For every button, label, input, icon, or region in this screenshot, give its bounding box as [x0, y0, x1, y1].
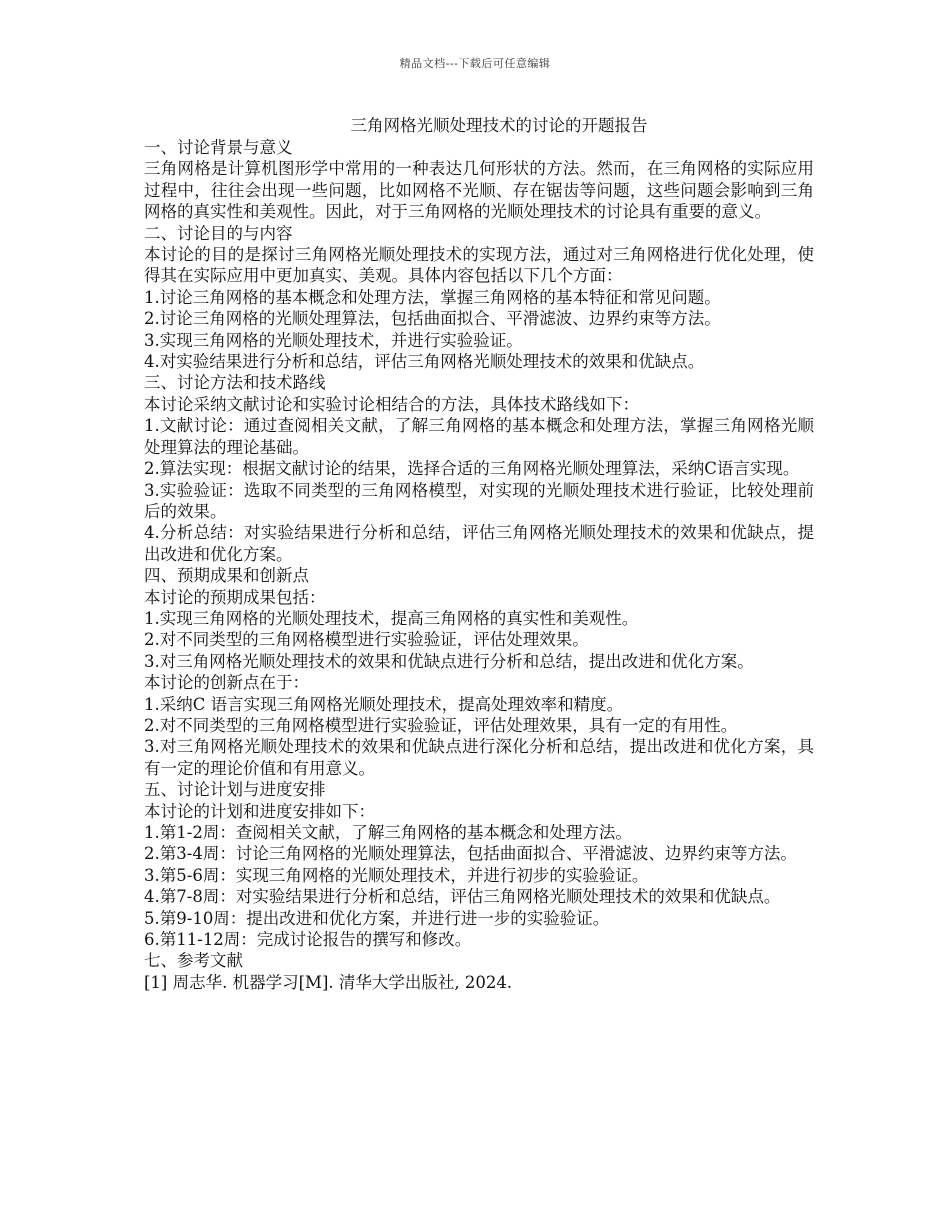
- paragraph: 本讨论的计划和进度安排如下：: [144, 801, 375, 821]
- list-item: 4.分析总结：对实验结果进行分析和总结，评估三角网格光顺处理技术的效果和优缺点，提出改进和优化方案。: [144, 523, 814, 564]
- list-item: 6.第11-12周：完成讨论报告的撰写和修改。: [144, 930, 472, 950]
- section-heading: 四、预期成果和创新点: [144, 566, 309, 586]
- list-item: 1.讨论三角网格的基本概念和处理方法，掌握三角网格的基本特征和常见问题。: [144, 287, 721, 307]
- section-heading: 三、讨论方法和技术路线: [144, 373, 326, 393]
- list-item: 2.对不同类型的三角网格模型进行实验验证，评估处理效果。: [144, 630, 589, 650]
- paragraph: 本讨论的目的是探讨三角网格光顺处理技术的实现方法，通过对三角网格进行优化处理，使得其在实际应用中更加真实、美观。具体内容包括以下几个方面：: [144, 245, 814, 286]
- page-title: 三角网格光顺处理技术的讨论的开题报告: [350, 116, 648, 135]
- list-item: 1.第1-2周：查阅相关文献，了解三角网格的基本概念和处理方法。: [144, 823, 632, 842]
- section-heading: 七、参考文献: [144, 951, 243, 971]
- list-item: 2.对不同类型的三角网格模型进行实验验证，评估处理效果，具有一定的有用性。: [144, 715, 738, 735]
- list-item: 1.采纳C 语言实现三角网格光顺处理技术，提高处理效率和精度。: [144, 694, 624, 714]
- list-item: 1.文献讨论：通过查阅相关文献，了解三角网格的基本概念和处理方法，掌握三角网格光顺处理算法的理论基础。: [144, 416, 814, 457]
- paragraph: 本讨论的预期成果包括：: [144, 587, 326, 607]
- list-item: 5.第9-10周：提出改进和优化方案，并进行进一步的实验验证。: [144, 908, 610, 928]
- list-item: 2.第3-4周：讨论三角网格的光顺处理算法，包括曲面拟合、平滑滤波、边界约束等方法。: [144, 844, 797, 864]
- list-item: 3.第5-6周：实现三角网格的光顺处理技术，并进行初步的实验验证。: [144, 865, 649, 885]
- list-item: 3.对三角网格光顺处理技术的效果和优缺点进行深化分析和总结，提出改进和优化方案，具有一定的理论价值和有用意义。: [144, 737, 814, 778]
- list-item: 2.算法实现：根据文献讨论的结果，选择合适的三角网格光顺处理算法，采纳C语言实现。: [144, 459, 800, 479]
- paragraph: 本讨论采纳文献讨论和实验讨论相结合的方法，具体技术路线如下：: [144, 394, 639, 414]
- section-heading: 五、讨论计划与进度安排: [144, 780, 326, 800]
- list-item: 2.讨论三角网格的光顺处理算法，包括曲面拟合、平滑滤波、边界约束等方法。: [144, 309, 721, 329]
- list-item: 4.对实验结果进行分析和总结，评估三角网格光顺处理技术的效果和优缺点。: [144, 352, 705, 372]
- list-item: 1.实现三角网格的光顺处理技术，提高三角网格的真实性和美观性。: [144, 608, 639, 628]
- list-item: 3.对三角网格光顺处理技术的效果和优缺点进行分析和总结，提出改进和优化方案。: [144, 651, 754, 671]
- header-note: 精品文档---下载后可任意编辑: [399, 57, 551, 70]
- list-item: 3.实验验证：选取不同类型的三角网格模型，对实现的光顺处理技术进行验证，比较处理前后的效果。: [144, 480, 814, 521]
- list-item: 3.实现三角网格的光顺处理技术，并进行实验验证。: [144, 330, 523, 350]
- section-heading: 二、讨论目的与内容: [144, 223, 293, 243]
- document-body: [144, 115, 814, 993]
- paragraph: 三角网格是计算机图形学中常用的一种表达几何形状的方法。然而，在三角网格的实际应用过程中，往往会出现一些问题，比如网格不光顺、存在锯齿等问题，这些问题会影响到三角网格的真实性和美观性。因此，对于三角网格的光顺处理技术的讨论具有重要的意义。: [144, 159, 814, 222]
- section-heading: 一、讨论背景与意义: [144, 138, 293, 157]
- paragraph: 本讨论的创新点在于：: [144, 673, 309, 693]
- reference-item: [1] 周志华. 机器学习[M]. 清华大学出版社, 2024.: [144, 972, 513, 992]
- list-item: 4.第7-8周：对实验结果进行分析和总结，评估三角网格光顺处理技术的效果和优缺点。: [144, 887, 781, 907]
